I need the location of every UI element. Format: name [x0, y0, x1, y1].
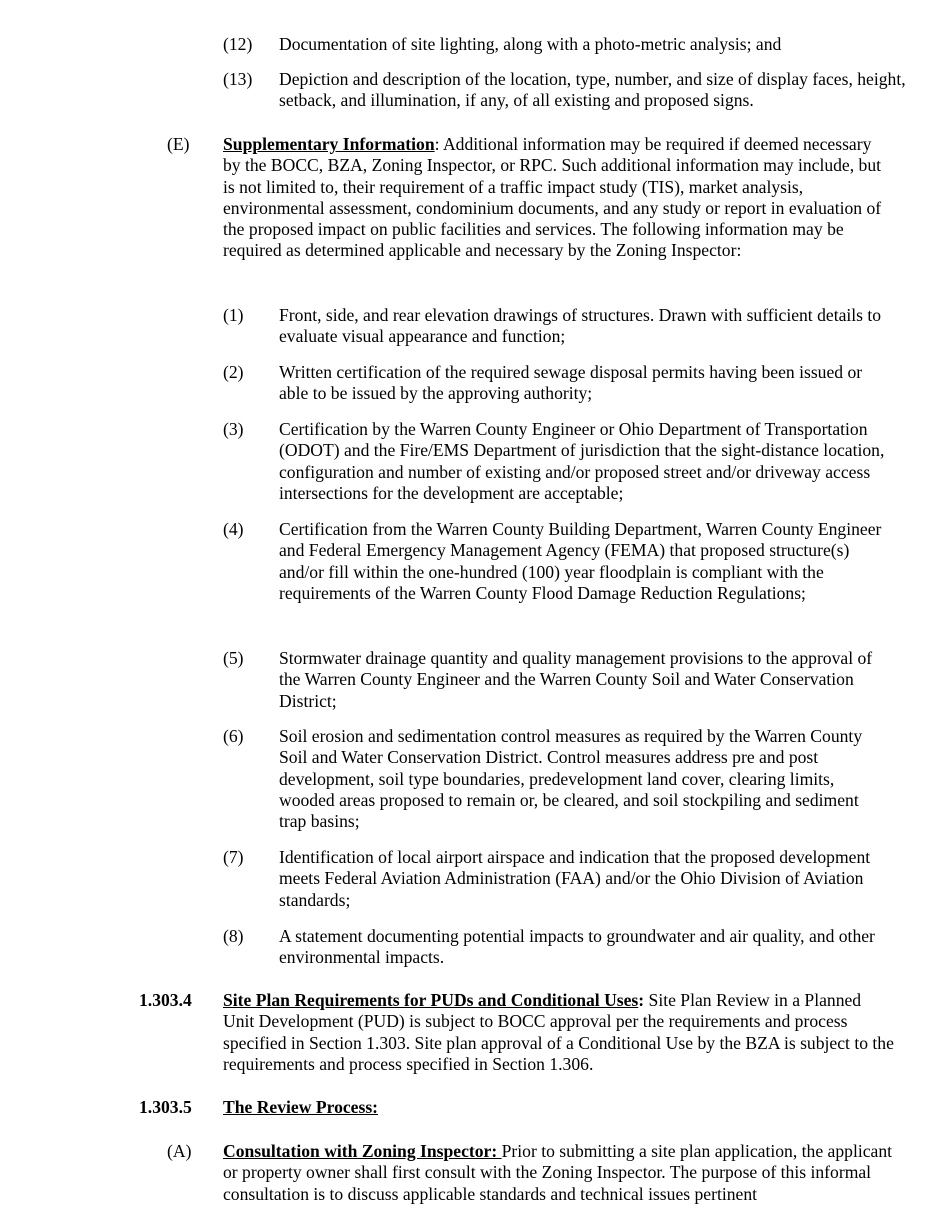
section-number: 1.303.5 [139, 1097, 192, 1117]
section-heading: The Review Process: [223, 1097, 379, 1117]
section-number: 1.303.4 [139, 990, 192, 1010]
section-heading-colon: : [638, 990, 645, 1010]
list-number: (8) [223, 926, 244, 946]
section-heading: Site Plan Requirements for PUDs and Conditional Uses [223, 990, 639, 1010]
list-text: Documentation of site lighting, along with a photo-metric analysis; and [279, 34, 782, 54]
list-number: (1) [223, 305, 244, 325]
section-text: : Additional information may be required if deemed necessary by the BOCC, BZA, Zoning Inspector, or RPC. Such additional information may include, but is not limited to, their requirement of a traffic impact study (TIS), market analysis, environmental assessment, condominium documents, and any study or report in evaluation of the proposed impact on public facilities and services. The following information may be required as determined applicable and necessary by the Zoning Inspector: [223, 134, 882, 261]
section-number: (E) [167, 134, 190, 154]
list-number: (6) [223, 726, 244, 746]
section-text: Prior to submitting a site plan application, the applicant or property owner shall first consult with the Zoning Inspector. The purpose of this informal consultation is to discuss applicable standards and technical issues pertinent [223, 1141, 893, 1204]
list-number: (13) [223, 69, 253, 89]
list-number: (3) [223, 419, 244, 439]
list-text: Front, side, and rear elevation drawings of structures. Drawn with sufficient details to evaluate visual appearance and function; [279, 305, 882, 347]
section-body [223, 134, 887, 262]
list-number: (2) [223, 362, 244, 382]
list-number: (12) [223, 34, 253, 54]
list-text: Depiction and description of the location, type, number, and size of display faces, height, setback, and illumination, if any, of all existing and proposed signs. [279, 69, 906, 111]
section-number: (A) [167, 1141, 192, 1161]
list-number: (4) [223, 519, 244, 539]
section-body [223, 1141, 895, 1205]
section-text: Site Plan Review in a Planned Unit Development (PUD) is subject to BOCC approval per the requirements and process specified in Section 1.303. Site plan approval of a Conditional Use by the BZA is subject to the requirements and process specified in Section 1.306. [223, 990, 894, 1074]
list-text: Identification of local airport airspace and indication that the proposed development meets Federal Aviation Administration (FAA) and/or the Ohio Division of Aviation standards; [279, 847, 871, 910]
section-heading: Consultation with Zoning Inspector: [223, 1141, 502, 1161]
list-text: A statement documenting potential impacts to groundwater and air quality, and other environmental impacts. [279, 926, 875, 968]
list-text: Written certification of the required sewage disposal permits having been issued or able to be issued by the approving authority; [279, 362, 863, 404]
list-text: Soil erosion and sedimentation control measures as required by the Warren County Soil and Water Conservation District. Control measures address pre and post development, soil type boundaries, predevelopment land cover, clearing limits, wooded areas proposed to remain or, be cleared, and soil stockpiling and sediment trap basins; [279, 726, 863, 832]
section-body [223, 990, 895, 1075]
section-heading: Supplementary Information [223, 134, 435, 154]
list-text: Stormwater drainage quantity and quality management provisions to the approval of the Warren County Engineer and the Warren County Soil and Water Conservation District; [279, 648, 873, 711]
list-text: Certification by the Warren County Engineer or Ohio Department of Transportation (ODOT) and the Fire/EMS Department of jurisdiction that the sight-distance location, configuration and number of existing and/or proposed street and/or driveway access intersections for the development are acceptable; [279, 419, 885, 503]
list-text: Certification from the Warren County Building Department, Warren County Engineer and Federal Emergency Management Agency (FEMA) that proposed structure(s) and/or fill within the one-hundred (100) year floodplain is compliant with the requirements of the Warren County Flood Damage Reduction Regulations; [279, 519, 882, 603]
list-number: (7) [223, 847, 244, 867]
list-number: (5) [223, 648, 244, 668]
